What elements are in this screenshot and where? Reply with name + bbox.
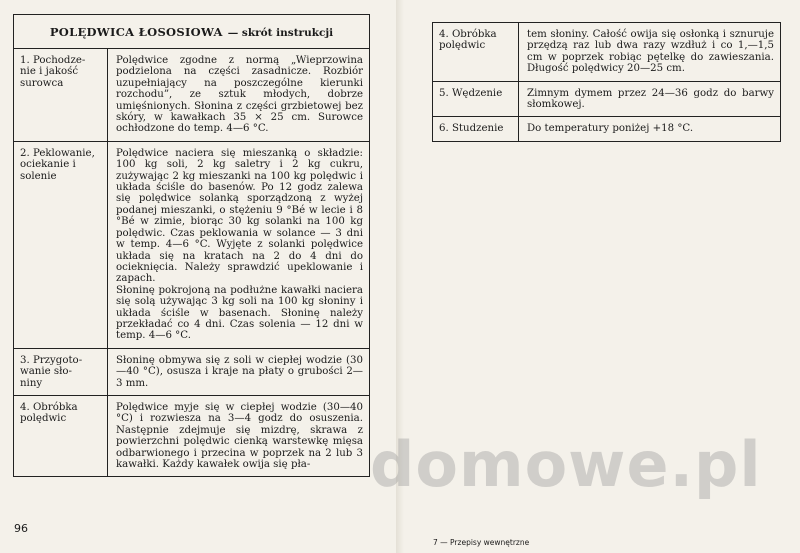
table-title-cell <box>14 15 370 49</box>
row-text-content: Polędwice zgodne z normą „Wieprzowina podzielona na części zasadnicze. Rozbiór uzupełniający na poszczególne kierunki rozchodu”, ze sztuk młodych, dobrze umięśnionych. Słonina z części grzbietowej bez skóry, w kawałkach 35 × 25 cm. Surowce ochłodzone do temp. 4—6 °C. <box>116 55 363 135</box>
row-label-text: 3. Przygoto- wanie sło- niny <box>20 354 83 389</box>
left-page <box>0 0 396 553</box>
row-label <box>14 395 108 476</box>
row-label <box>433 117 519 141</box>
row-text <box>519 117 781 141</box>
table-subtitle: — skrót instrukcji <box>227 27 334 39</box>
table-row <box>433 23 781 82</box>
row-label-text: 6. Studzenie <box>439 123 504 135</box>
row-text-content: tem słoniny. Całość owija się osłonką i sznuruje przędzą raz lub dwa razy wzdłuż i co 1,—1,5 cm w poprzek robiąc pętelkę do zawieszania. Długość polędwicy 20—25 cm. <box>527 29 774 75</box>
row-text-content: Do temperatury poniżej +18 °C. <box>527 123 694 135</box>
row-label <box>14 49 108 142</box>
watermark: domowe.pl <box>370 428 762 501</box>
table-title-row <box>14 15 370 49</box>
table-row <box>14 395 370 476</box>
table-row <box>14 141 370 348</box>
row-text-content: Zimnym dymem przez 24—36 godz do barwy słomkowej. <box>527 87 774 111</box>
row-text <box>519 81 781 117</box>
table-title: POLĘDWICA ŁOSOSIOWA <box>49 25 223 39</box>
row-label-text: 4. Obróbka polędwic <box>20 401 78 425</box>
row-label-text: 4. Obróbka polędwic <box>439 29 497 52</box>
row-text-content: Słoninę obmywa się z soli w ciepłej wodzie (30—40 °C), osusza i kraje na płaty o grubości 2—3 mm. <box>116 354 363 389</box>
table-row <box>433 117 781 141</box>
page-number: 96 <box>14 522 28 535</box>
right-page <box>404 0 800 553</box>
row-label <box>14 141 108 348</box>
row-text <box>108 395 370 476</box>
row-label <box>433 23 519 82</box>
table-row <box>14 348 370 395</box>
row-label-text: 2. Peklowanie, ociekanie i solenie <box>20 147 95 182</box>
row-text <box>108 141 370 348</box>
table-row <box>433 81 781 117</box>
instruction-table-right <box>432 22 781 142</box>
row-text <box>519 23 781 82</box>
row-text <box>108 348 370 395</box>
row-label-text: 1. Pochodze- nie i jakość surowca <box>20 55 86 89</box>
row-label <box>433 81 519 117</box>
row-label-text: 5. Wędzenie <box>439 87 503 99</box>
row-text-content: Polędwice myje się w ciepłej wodzie (30—40 °C) i rozwiesza na 3—4 godz do osuszenia. Następnie zdejmuje się mizdrę, skrawa z powierzchni polędwic cienką warstewkę mięsa odbarwionego i przecina w poprzek na 2 lub 3 kawałki. Każdy kawałek owija się pła- <box>116 401 363 470</box>
row-text-content: Polędwice naciera się mieszanką o składzie: 100 kg soli, 2 kg saletry i 2 kg cukru, zużywając 2 kg mieszanki na 100 kg polędwic i układa ściśle do basenów. Po 12 godz zalewa się polędwice solanką sporządzoną z wyżej podanej mieszanki, o stężeniu 9 °Bé w lecie i 8 °Bé w zimie, biorąc 30 kg solanki na 100 kg polędwic. Czas peklowania w solance — 3 dni w temp. 4—6 °C. Wyjęte z solanki polędwice układa się na kratach na 2 do 4 dni do ocieknięcia. Należy sprawdzić upeklowanie i zapach. Słoninę pokrojoną na podłużne kawałki naciera się solą używając 3 kg soli na 100 kg słoniny i układa ściśle w basenach. Słoninę należy przekładać co 4 dni. Czas solenia — 12 dni w temp. 4—6 °C. <box>116 147 363 342</box>
book-gutter <box>396 0 404 553</box>
instruction-table-left <box>13 14 370 477</box>
table-row <box>14 49 370 142</box>
footer-note: 7 — Przepisy wewnętrzne <box>433 538 530 547</box>
row-label <box>14 348 108 395</box>
row-text <box>108 49 370 142</box>
